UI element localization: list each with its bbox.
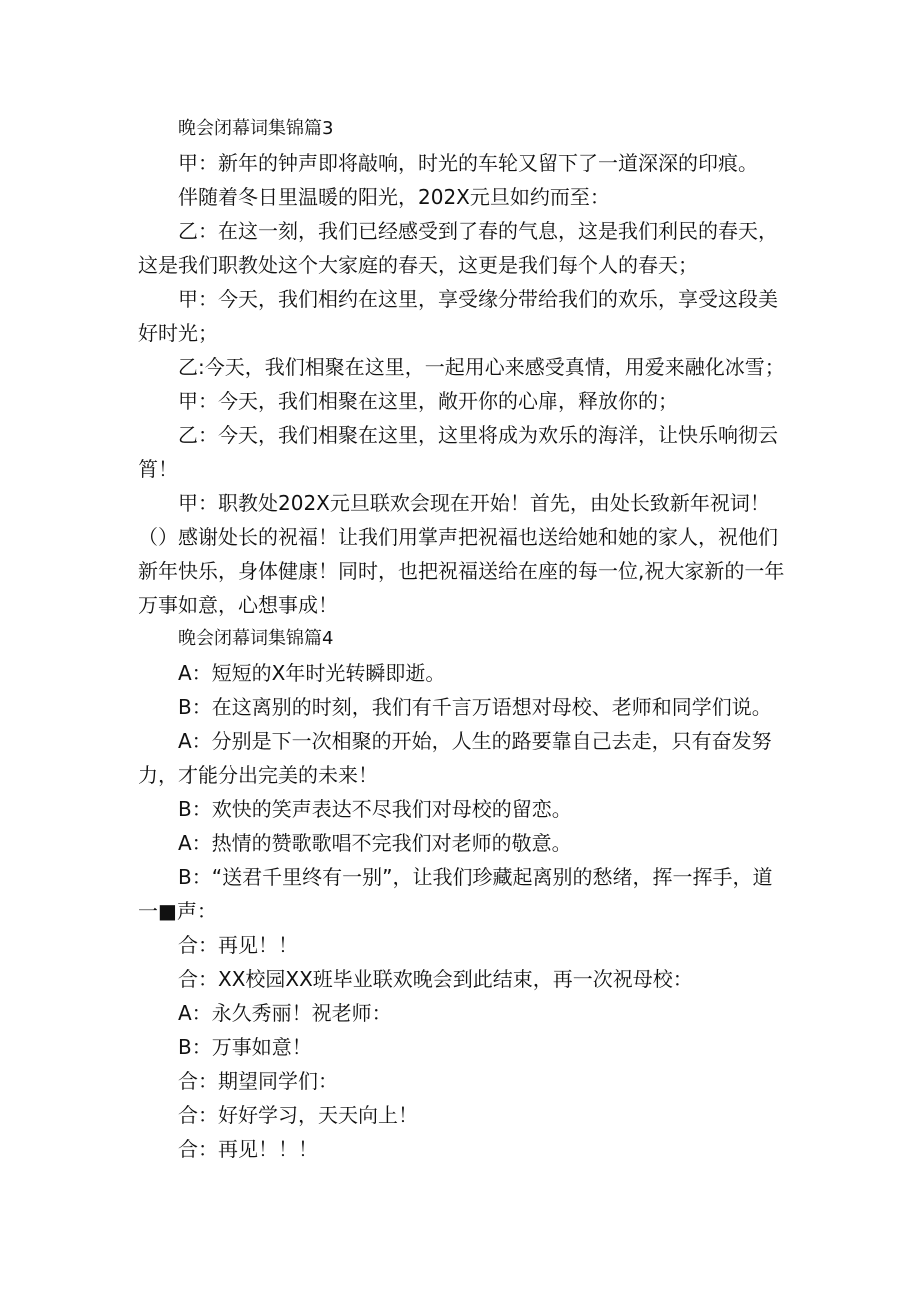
dialogue-line: A：分别是下一次相聚的开始，人生的路要靠自己去走，只有奋发努 [178,729,772,753]
dialogue-line: 甲：新年的钟声即将敲响，时光的车轮又留下了一道深深的印痕。 [178,151,758,175]
dialogue-line-continuation: 筲！ [138,457,178,481]
dialogue-line-continuation: 新年快乐，身体健康！同时，也把祝福送给在座的每一位,祝大家新的一年 [138,559,785,583]
section-body [138,656,788,1166]
section-heading: 晚会闭幕词集锦篇4 [178,628,334,649]
section-4 [138,622,788,1166]
dialogue-line-continuation: 一■声： [138,899,217,923]
dialogue-line: 甲：职教处202X元旦联欢会现在开始！首先，由处长致新年祝词！ [178,491,770,515]
dialogue-line: B：万事如意！ [178,1035,312,1059]
dialogue-line: 合：再见！！ [178,933,298,957]
dialogue-line: 乙：在这一刻，我们已经感受到了春的气息，这是我们利民的春天， [178,219,778,243]
dialogue-line: B：“送君千里终有一别”，让我们珍藏起离别的愁绪，挥一挥手，道 [178,865,773,889]
section-body [138,146,788,622]
dialogue-line: B：欢快的笑声表达不尽我们对母校的留恋。 [178,797,572,821]
dialogue-line-continuation: 好时光； [138,321,218,345]
dialogue-line: 合：再见！！！ [178,1137,318,1161]
dialogue-line-continuation: 这是我们职教处这个大家庭的春天，这更是我们每个人的春天； [138,253,698,277]
dialogue-line: A：短短的X年时光转瞬即逝。 [178,661,446,685]
dialogue-line: 甲：今天，我们相聚在这里，敞开你的心扉，释放你的； [178,389,678,413]
dialogue-line: A：热情的赞歌歌唱不完我们对老师的敬意。 [178,831,572,855]
dialogue-line-continuation: 万事如意，心想事成！ [138,593,338,617]
dialogue-line: 合：好好学习，天天向上！ [178,1103,418,1127]
dialogue-line: 乙:今天，我们相聚在这里，一起用心来感受真情，用爱来融化冰雪； [178,355,785,379]
dialogue-line: 甲：今天，我们相约在这里，享受缘分带给我们的欢乐，享受这段美 [178,287,778,311]
dialogue-line: 伴随着冬日里温暖的阳光，202X元旦如约而至： [178,185,610,209]
dialogue-line: B：在这离别的时刻，我们有千言万语想对母校、老师和同学们说。 [178,695,772,719]
dialogue-line: A：永久秀丽！祝老师： [178,1001,392,1025]
dialogue-line-continuation: （）感谢处长的祝福！让我们用掌声把祝福也送给她和她的家人，祝他们 [138,525,778,549]
dialogue-line: 合：期望同学们： [178,1069,338,1093]
section-heading: 晚会闭幕词集锦篇3 [178,118,334,139]
section-3 [138,112,788,622]
dialogue-line: 乙：今天，我们相聚在这里，这里将成为欢乐的海洋，让快乐响彻云 [178,423,778,447]
document-page [138,112,788,1166]
dialogue-line-continuation: 力，才能分出完美的未来！ [138,763,378,787]
dialogue-line: 合：XX校园XX班毕业联欢晚会到此结束，再一次祝母校： [178,967,693,991]
